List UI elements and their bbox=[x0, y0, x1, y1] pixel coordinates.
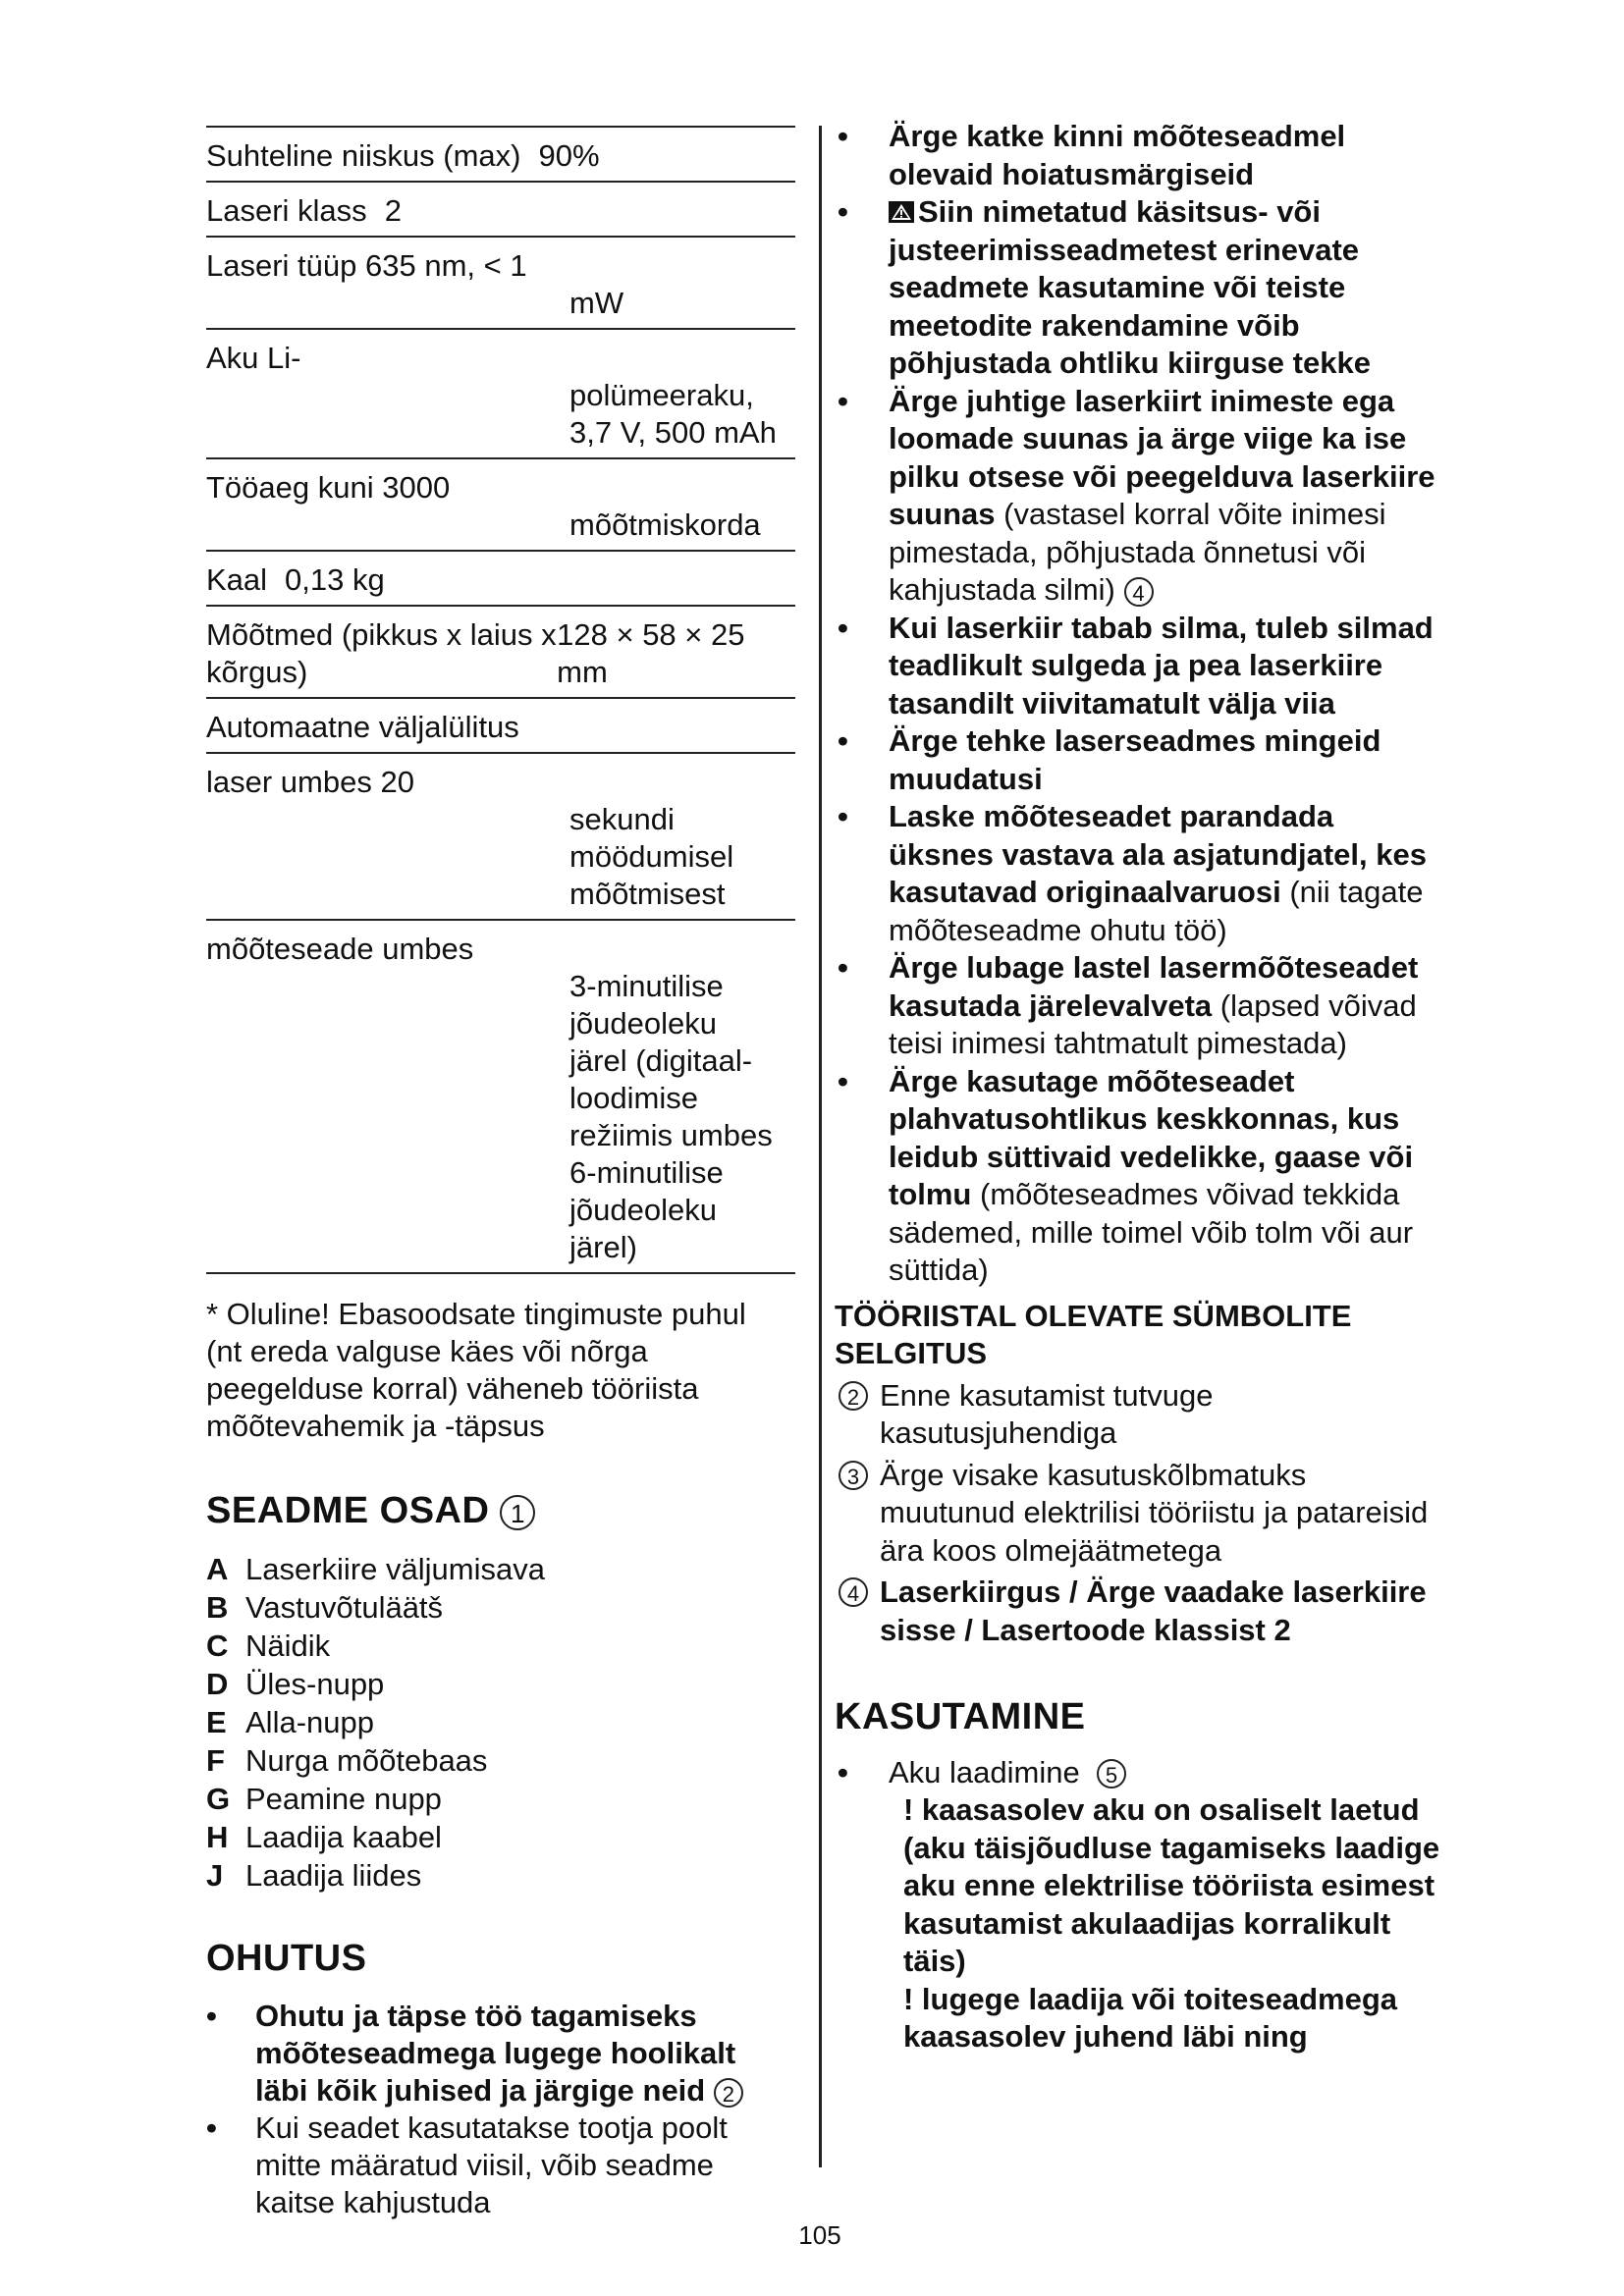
symbols-title: TÖÖRIISTAL OLEVATE SÜMBOLITE SELGITUS bbox=[835, 1298, 1352, 1370]
right-column bbox=[835, 118, 1443, 2056]
parts-list bbox=[206, 1550, 795, 1895]
warning-text: Ärge juhtige laserkiirt inimeste ega loomade suunas ja ärge viige ka ise pilku otsese või peegelduva laserkiire suunas bbox=[889, 383, 1435, 531]
spec-row bbox=[206, 607, 795, 699]
part-label: Näidik bbox=[245, 1629, 331, 1663]
figure-ref: 2 bbox=[839, 1381, 868, 1411]
part-letter: B bbox=[206, 1590, 229, 1625]
safety-section bbox=[206, 1938, 795, 2221]
safety-bullet-text: Kui seadet kasutatakse tootja poolt mitte määratud viisil, võib seadme kaitse kahjustuda bbox=[255, 2110, 728, 2219]
figure-ref: 4 bbox=[839, 1577, 868, 1607]
spec-value: 0,13 kg bbox=[285, 562, 385, 597]
spec-value: polümeeraku, 3,7 V, 500 mAh bbox=[569, 378, 777, 450]
spec-value: mõõtmiskorda bbox=[569, 507, 761, 542]
list-item bbox=[206, 1665, 795, 1703]
spec-row bbox=[206, 330, 795, 459]
list-item bbox=[835, 722, 1443, 798]
spec-key: Kaal bbox=[206, 562, 268, 597]
safety-list bbox=[206, 1998, 795, 2221]
warning-text: Ärge kasutage mõõteseadet plahvatusohtlikus keskkonnas, kus leidub süttivaid vedelikke, gaase või tolmu bbox=[889, 1063, 1414, 1211]
safety-title: OHUTUS bbox=[206, 1938, 367, 1979]
figure-ref: 4 bbox=[1124, 577, 1154, 607]
spec-value: sekundi möödumisel mõõtmisest bbox=[569, 802, 734, 911]
list-item bbox=[206, 1818, 795, 1856]
figure-ref: 5 bbox=[1097, 1759, 1126, 1789]
warning-note: (mõõteseadmes võivad tekkida sädemed, mille toimel võib tolm või aur süttida) bbox=[889, 1177, 1414, 1287]
part-letter: J bbox=[206, 1858, 224, 1893]
figure-ref: 1 bbox=[500, 1495, 535, 1530]
spec-row bbox=[206, 238, 795, 330]
figure-ref: 2 bbox=[714, 2078, 743, 2108]
spec-key: mõõteseade umbes bbox=[206, 932, 474, 966]
charging-note-1: ! kaasasolev aku on osaliselt laetud (aku täisjõudluse tagamiseks laadige aku enne elektrilise tööriista esimest kasutamist akulaadijas korralikult täis) bbox=[903, 1792, 1440, 1978]
part-letter: A bbox=[206, 1552, 229, 1586]
spec-row bbox=[206, 552, 795, 607]
parts-section bbox=[206, 1490, 795, 1895]
column-divider bbox=[819, 126, 822, 2167]
symbol-text: Laserkiirgus / Ärge vaadake laserkiire sisse / Lasertoode klassist 2 bbox=[880, 1575, 1427, 1647]
warning-text: Ärge lubage lastel lasermõõteseadet kasutada järelevalveta bbox=[889, 950, 1419, 1023]
spec-key: Aku Li- bbox=[206, 341, 301, 375]
spec-row bbox=[206, 754, 795, 921]
left-column bbox=[206, 126, 795, 2221]
part-label: Peamine nupp bbox=[245, 1782, 442, 1816]
usage-text: Aku laadimine bbox=[889, 1754, 1080, 1789]
part-label: Laserkiire väljumisava bbox=[245, 1552, 545, 1586]
list-item bbox=[206, 1856, 795, 1895]
list-item bbox=[835, 118, 1443, 193]
list-item bbox=[206, 1550, 795, 1588]
page-number: 105 bbox=[798, 2220, 841, 2250]
spec-value: 3-minutilise jõudeoleku järel (digitaal- loodimise režiimis umbes 6-minutilise jõudeoleku järel) bbox=[569, 969, 773, 1264]
warning-note: (nii tagate mõõteseadme ohutu töö) bbox=[889, 875, 1424, 947]
safety-bullet-bold: Ohutu ja täpse töö tagamiseks mõõteseadmega lugege hoolikalt läbi kõik juhised ja järgige neid bbox=[255, 1999, 736, 2108]
spec-value: 128 × 58 × 25 mm bbox=[557, 617, 745, 689]
spec-key: Tööaeg kuni 3000 bbox=[206, 470, 451, 505]
usage-list bbox=[835, 1754, 1443, 1792]
part-label: Nurga mõõtebaas bbox=[245, 1743, 488, 1778]
list-item bbox=[206, 2109, 795, 2221]
spec-row bbox=[206, 128, 795, 183]
symbol-text: Enne kasutamist tutvuge kasutusjuhendiga bbox=[880, 1377, 1214, 1450]
symbols-section bbox=[835, 1298, 1443, 1650]
part-label: Üles-nupp bbox=[245, 1667, 385, 1701]
list-item bbox=[206, 1627, 795, 1665]
warning-note: (vastasel korral võite inimesi pimestada, põhjustada õnnetusi või kahjustada silmi) bbox=[889, 497, 1386, 607]
part-label: Alla-nupp bbox=[245, 1705, 374, 1739]
spec-value: mW bbox=[569, 286, 624, 320]
warning-text: Ärge tehke laserseadmes mingeid muudatusi bbox=[889, 723, 1381, 796]
parts-title bbox=[206, 1490, 795, 1532]
spec-row bbox=[206, 921, 795, 1274]
symbol-text: Ärge visake kasutuskõlbmatuks muutunud elektrilisi tööriistu ja patareisid ära koos olmejäätmetega bbox=[880, 1457, 1429, 1568]
part-letter: G bbox=[206, 1782, 231, 1816]
list-item bbox=[206, 1780, 795, 1818]
spec-value: 2 bbox=[384, 193, 402, 228]
warning-text: Laske mõõteseadet parandada üksnes vastava ala asjatundjatel, kes kasutavad originaalvaruosi bbox=[889, 799, 1427, 909]
laser-warning-icon bbox=[889, 201, 914, 223]
spec-key: Laseri tüüp 635 nm, < 1 bbox=[206, 248, 527, 283]
symbol-row bbox=[835, 1377, 1443, 1453]
spec-row bbox=[206, 699, 795, 754]
spec-key: Suhteline niiskus (max) bbox=[206, 138, 521, 173]
part-label: Laadija liides bbox=[245, 1858, 422, 1893]
spec-value: 90% bbox=[538, 138, 600, 173]
list-item bbox=[835, 798, 1443, 949]
part-label: Laadija kaabel bbox=[245, 1820, 442, 1854]
list-item bbox=[835, 949, 1443, 1063]
list-item bbox=[835, 610, 1443, 723]
warning-note: (lapsed võivad teisi inimesi tahtmatult pimestada) bbox=[889, 988, 1417, 1060]
list-item bbox=[835, 1754, 1443, 1792]
spec-key: Automaatne väljalülitus bbox=[206, 710, 519, 744]
warning-text: Kui laserkiir tabab silma, tuleb silmad teadlikult sulgeda ja pea laserkiire tasandilt viivitamatult välja viia bbox=[889, 610, 1434, 721]
spec-row bbox=[206, 183, 795, 238]
list-item bbox=[206, 1703, 795, 1741]
parts-title-text: SEADME OSAD bbox=[206, 1490, 490, 1531]
list-item bbox=[835, 1063, 1443, 1290]
spec-key: laser umbes 20 bbox=[206, 765, 414, 799]
part-letter: C bbox=[206, 1629, 229, 1663]
usage-title: KASUTAMINE bbox=[835, 1696, 1086, 1737]
list-item bbox=[835, 383, 1443, 610]
part-letter: F bbox=[206, 1743, 225, 1778]
figure-ref: 3 bbox=[839, 1461, 868, 1490]
spec-key: Laseri klass bbox=[206, 193, 367, 228]
symbol-row bbox=[835, 1574, 1443, 1649]
symbol-row bbox=[835, 1457, 1443, 1571]
list-item bbox=[206, 1588, 795, 1627]
charging-note-2: ! lugege laadija või toiteseadmega kaasasolev juhend läbi ning bbox=[903, 1981, 1398, 2054]
part-letter: D bbox=[206, 1667, 229, 1701]
spec-row bbox=[206, 459, 795, 552]
part-letter: E bbox=[206, 1705, 227, 1739]
list-item bbox=[206, 1998, 795, 2109]
warning-text: Siin nimetatud käsitsus- või justeerimisseadmetest erinevate seadmete kasutamine või teiste meetodite rakendamine võib põhjustada ohtliku kiirguse tekke bbox=[889, 194, 1371, 380]
spec-key: Mõõtmed (pikkus x laius x kõrgus) bbox=[206, 617, 557, 689]
list-item bbox=[835, 193, 1443, 383]
warnings-list bbox=[835, 118, 1443, 1290]
warning-text: Ärge katke kinni mõõteseadmel olevaid hoiatusmärgiseid bbox=[889, 119, 1346, 191]
list-item bbox=[206, 1741, 795, 1780]
spec-note: * Oluline! Ebasoodsate tingimuste puhul (nt ereda valguse käes või nõrga peegelduse korral) väheneb tööriista mõõtevahemik ja -täpsus bbox=[206, 1297, 746, 1443]
part-letter: H bbox=[206, 1820, 229, 1854]
spec-table bbox=[206, 126, 795, 1274]
part-label: Vastuvõtuläätš bbox=[245, 1590, 444, 1625]
